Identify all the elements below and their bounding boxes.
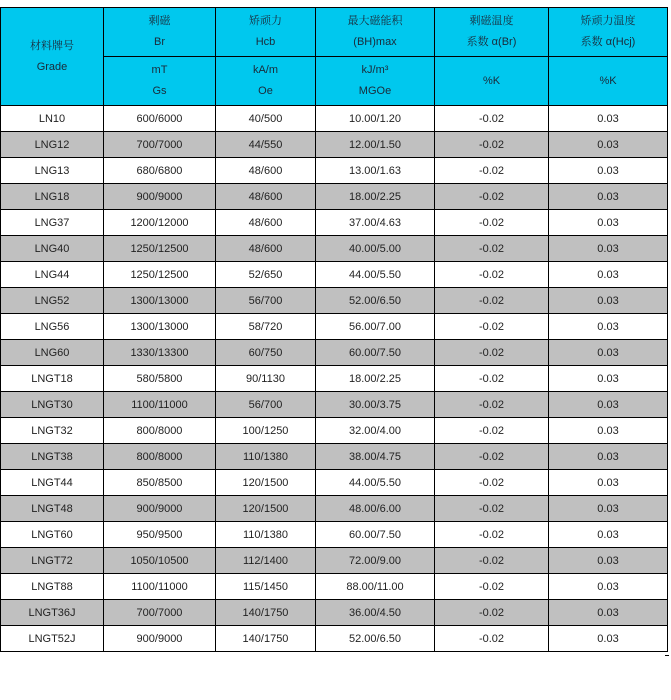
cell-alpha-hcj: 0.03 — [549, 600, 668, 626]
header-br-temp-unit: %K — [435, 57, 549, 106]
cell-grade: LNG44 — [1, 262, 104, 288]
cell-grade: LNG56 — [1, 314, 104, 340]
cell-br: 680/6800 — [104, 158, 216, 184]
cell-bhmax: 18.00/2.25 — [316, 184, 435, 210]
table-row — [1, 158, 668, 184]
cell-alpha-br: -0.02 — [435, 132, 549, 158]
table-row — [1, 600, 668, 626]
table-row — [1, 210, 668, 236]
cell-alpha-hcj: 0.03 — [549, 262, 668, 288]
cell-hcb: 90/1130 — [216, 366, 316, 392]
cell-alpha-hcj: 0.03 — [549, 444, 668, 470]
cell-br: 800/8000 — [104, 418, 216, 444]
cell-hcb: 56/700 — [216, 288, 316, 314]
cell-hcb: 52/650 — [216, 262, 316, 288]
header-bhmax-unit2: MGOe — [358, 85, 392, 97]
cell-bhmax: 12.00/1.50 — [316, 132, 435, 158]
cell-br: 1100/11000 — [104, 574, 216, 600]
cell-bhmax: 52.00/6.50 — [316, 626, 435, 652]
cell-br: 900/9000 — [104, 626, 216, 652]
cell-alpha-br: -0.02 — [435, 340, 549, 366]
table-row — [1, 236, 668, 262]
cell-alpha-br: -0.02 — [435, 392, 549, 418]
header-br-units — [104, 57, 216, 106]
cell-alpha-br: -0.02 — [435, 626, 549, 652]
cell-bhmax: 72.00/9.00 — [316, 548, 435, 574]
cell-alpha-hcj: 0.03 — [549, 158, 668, 184]
cell-br: 1300/13000 — [104, 314, 216, 340]
cell-alpha-br: -0.02 — [435, 496, 549, 522]
cell-alpha-br: -0.02 — [435, 288, 549, 314]
cell-alpha-hcj: 0.03 — [549, 366, 668, 392]
cell-alpha-hcj: 0.03 — [549, 548, 668, 574]
cell-br: 1200/12000 — [104, 210, 216, 236]
header-hcb — [216, 8, 316, 57]
table-row — [1, 106, 668, 132]
cell-br: 1250/12500 — [104, 262, 216, 288]
cell-hcb: 140/1750 — [216, 600, 316, 626]
cell-grade: LNG12 — [1, 132, 104, 158]
cell-alpha-hcj: 0.03 — [549, 314, 668, 340]
cell-br: 850/8500 — [104, 470, 216, 496]
header-br-unit1: mT — [151, 64, 168, 76]
header-br-temp — [435, 8, 549, 57]
cell-grade: LNGT32 — [1, 418, 104, 444]
cell-hcb: 60/750 — [216, 340, 316, 366]
cell-alpha-br: -0.02 — [435, 210, 549, 236]
header-br-sym: Br — [154, 36, 165, 48]
cell-alpha-br: -0.02 — [435, 600, 549, 626]
cell-br: 580/5800 — [104, 366, 216, 392]
table-row — [1, 314, 668, 340]
cell-grade: LNGT44 — [1, 470, 104, 496]
cell-hcb: 110/1380 — [216, 522, 316, 548]
cell-grade: LNG52 — [1, 288, 104, 314]
table-row — [1, 392, 668, 418]
cell-bhmax: 38.00/4.75 — [316, 444, 435, 470]
cell-alpha-br: -0.02 — [435, 106, 549, 132]
cell-hcb: 40/500 — [216, 106, 316, 132]
cell-alpha-br: -0.02 — [435, 366, 549, 392]
table-row — [1, 262, 668, 288]
cell-bhmax: 56.00/7.00 — [316, 314, 435, 340]
cell-bhmax: 30.00/3.75 — [316, 392, 435, 418]
cell-alpha-hcj: 0.03 — [549, 340, 668, 366]
header-grade — [1, 8, 104, 106]
cell-alpha-hcj: 0.03 — [549, 184, 668, 210]
cell-bhmax: 36.00/4.50 — [316, 600, 435, 626]
cell-alpha-hcj: 0.03 — [549, 210, 668, 236]
cell-br: 700/7000 — [104, 600, 216, 626]
cell-bhmax: 88.00/11.00 — [316, 574, 435, 600]
cell-grade: LNG60 — [1, 340, 104, 366]
cell-br: 600/6000 — [104, 106, 216, 132]
cell-grade: LNG37 — [1, 210, 104, 236]
cell-br: 1330/13300 — [104, 340, 216, 366]
header-hcb-unit1: kA/m — [252, 64, 279, 76]
cell-alpha-hcj: 0.03 — [549, 418, 668, 444]
cell-hcb: 48/600 — [216, 236, 316, 262]
cell-bhmax: 44.00/5.50 — [316, 470, 435, 496]
cell-grade: LNG13 — [1, 158, 104, 184]
cell-alpha-hcj: 0.03 — [549, 288, 668, 314]
cell-hcb: 44/550 — [216, 132, 316, 158]
header-br-temp-sub: 系数 α(Br) — [466, 36, 517, 48]
cell-grade: LNG40 — [1, 236, 104, 262]
header-hcb-cn: 矫顽力 — [249, 15, 282, 27]
cell-grade: LNG18 — [1, 184, 104, 210]
cell-br: 1300/13000 — [104, 288, 216, 314]
cell-bhmax: 13.00/1.63 — [316, 158, 435, 184]
cell-bhmax: 40.00/5.00 — [316, 236, 435, 262]
cell-alpha-br: -0.02 — [435, 548, 549, 574]
cell-hcb: 140/1750 — [216, 626, 316, 652]
header-row-top — [1, 8, 668, 57]
cell-grade: LNGT38 — [1, 444, 104, 470]
table-row — [1, 522, 668, 548]
header-hcj-temp — [549, 8, 668, 57]
cell-alpha-br: -0.02 — [435, 444, 549, 470]
cell-hcb: 58/720 — [216, 314, 316, 340]
header-bhmax-cn: 最大磁能积 — [347, 15, 403, 27]
cell-alpha-hcj: 0.03 — [549, 392, 668, 418]
header-grade-en: Grade — [36, 60, 68, 73]
cell-br: 800/8000 — [104, 444, 216, 470]
table-row — [1, 626, 668, 652]
table-row — [1, 366, 668, 392]
header-hcj-temp-sub: 系数 α(Hcj) — [580, 36, 636, 48]
header-bhmax-unit1: kJ/m³ — [361, 64, 389, 76]
cell-grade: LNGT48 — [1, 496, 104, 522]
cell-alpha-hcj: 0.03 — [549, 106, 668, 132]
cell-alpha-hcj: 0.03 — [549, 496, 668, 522]
cell-br: 1250/12500 — [104, 236, 216, 262]
cell-grade: LNGT30 — [1, 392, 104, 418]
header-br-unit2: Gs — [152, 85, 167, 97]
corner-tick — [665, 655, 669, 656]
header-hcb-units — [216, 57, 316, 106]
cell-alpha-br: -0.02 — [435, 418, 549, 444]
cell-br: 900/9000 — [104, 496, 216, 522]
header-br-temp-cn: 剩磁温度 — [469, 15, 514, 27]
table-row — [1, 418, 668, 444]
cell-alpha-br: -0.02 — [435, 470, 549, 496]
cell-alpha-br: -0.02 — [435, 158, 549, 184]
cell-alpha-br: -0.02 — [435, 522, 549, 548]
table-row — [1, 574, 668, 600]
cell-alpha-hcj: 0.03 — [549, 236, 668, 262]
cell-hcb: 115/1450 — [216, 574, 316, 600]
cell-grade: LNGT88 — [1, 574, 104, 600]
cell-grade: LNGT18 — [1, 366, 104, 392]
table-row — [1, 184, 668, 210]
cell-hcb: 112/1400 — [216, 548, 316, 574]
cell-grade: LNGT36J — [1, 600, 104, 626]
header-br — [104, 8, 216, 57]
table-row — [1, 340, 668, 366]
cell-alpha-hcj: 0.03 — [549, 626, 668, 652]
table-row — [1, 444, 668, 470]
cell-bhmax: 18.00/2.25 — [316, 366, 435, 392]
cell-bhmax: 60.00/7.50 — [316, 522, 435, 548]
cell-bhmax: 60.00/7.50 — [316, 340, 435, 366]
header-bhmax-units — [316, 57, 435, 106]
header-bhmax — [316, 8, 435, 57]
header-hcj-temp-cn: 矫顽力温度 — [580, 15, 636, 27]
cell-alpha-br: -0.02 — [435, 184, 549, 210]
cell-bhmax: 48.00/6.00 — [316, 496, 435, 522]
alnico-spec-table — [0, 7, 668, 652]
cell-grade: LN10 — [1, 106, 104, 132]
cell-hcb: 110/1380 — [216, 444, 316, 470]
cell-hcb: 48/600 — [216, 210, 316, 236]
cell-hcb: 56/700 — [216, 392, 316, 418]
cell-bhmax: 52.00/6.50 — [316, 288, 435, 314]
header-br-cn: 剩磁 — [148, 15, 171, 27]
cell-grade: LNGT60 — [1, 522, 104, 548]
cell-br: 950/9500 — [104, 522, 216, 548]
cell-grade: LNGT72 — [1, 548, 104, 574]
cell-alpha-hcj: 0.03 — [549, 522, 668, 548]
cell-bhmax: 10.00/1.20 — [316, 106, 435, 132]
cell-alpha-br: -0.02 — [435, 262, 549, 288]
cell-bhmax: 44.00/5.50 — [316, 262, 435, 288]
table-row — [1, 496, 668, 522]
header-hcj-temp-unit: %K — [549, 57, 668, 106]
table-row — [1, 132, 668, 158]
cell-bhmax: 37.00/4.63 — [316, 210, 435, 236]
cell-hcb: 120/1500 — [216, 470, 316, 496]
table-row — [1, 548, 668, 574]
cell-alpha-br: -0.02 — [435, 574, 549, 600]
cell-br: 900/9000 — [104, 184, 216, 210]
cell-bhmax: 32.00/4.00 — [316, 418, 435, 444]
cell-br: 1100/11000 — [104, 392, 216, 418]
cell-br: 700/7000 — [104, 132, 216, 158]
header-grade-cn: 材料牌号 — [30, 39, 74, 52]
cell-grade: LNGT52J — [1, 626, 104, 652]
cell-alpha-hcj: 0.03 — [549, 574, 668, 600]
table-row — [1, 470, 668, 496]
header-bhmax-sym: (BH)max — [353, 36, 397, 48]
cell-hcb: 100/1250 — [216, 418, 316, 444]
header-hcb-sym: Hcb — [255, 36, 276, 48]
cell-alpha-br: -0.02 — [435, 236, 549, 262]
cell-alpha-br: -0.02 — [435, 314, 549, 340]
cell-br: 1050/10500 — [104, 548, 216, 574]
cell-alpha-hcj: 0.03 — [549, 132, 668, 158]
header-hcb-unit2: Oe — [258, 85, 273, 97]
cell-hcb: 48/600 — [216, 158, 316, 184]
table-row — [1, 288, 668, 314]
cell-alpha-hcj: 0.03 — [549, 470, 668, 496]
cell-hcb: 120/1500 — [216, 496, 316, 522]
cell-hcb: 48/600 — [216, 184, 316, 210]
